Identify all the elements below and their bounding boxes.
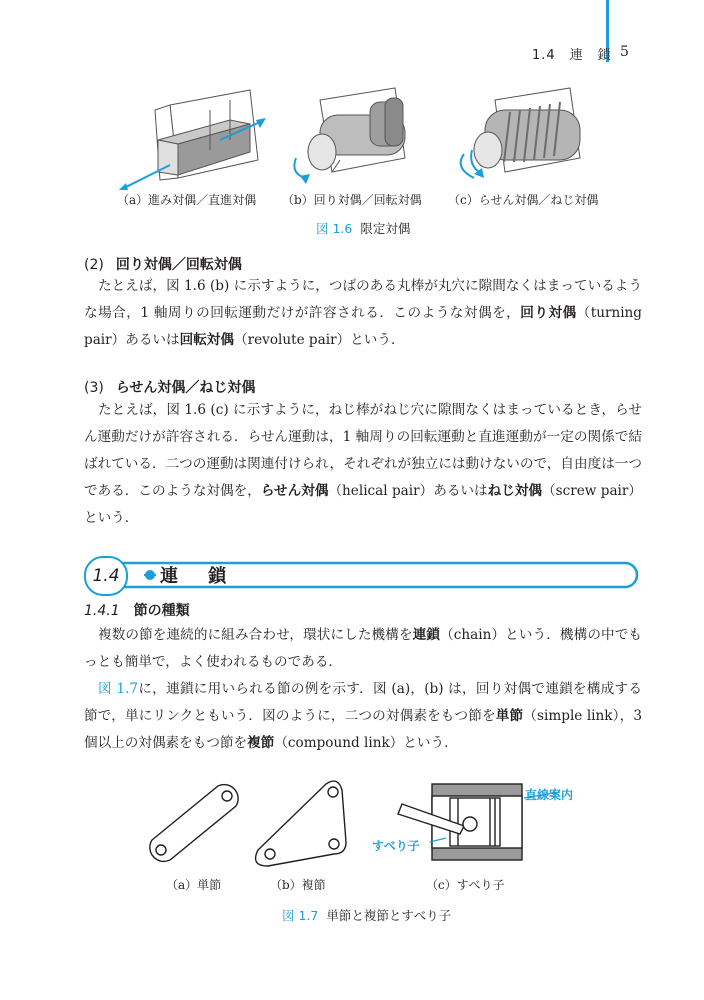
text: （simple link），3 個以上の対偶素をもつ節を [84,708,642,751]
heading-revolute-pair [84,254,242,274]
figure-title: 単節と複節とすべり子 [326,908,452,923]
text: （compound link）という． [274,735,458,751]
text: （revolute pair）という． [234,332,405,348]
paragraph-revolute-pair [84,273,642,354]
term-screw: ねじ対偶 [487,483,543,499]
text: 複数の節を連続的に組み合わせ，環状にした機構を [98,627,413,643]
fig16-sub-c: （c）らせん対偶／ねじ対偶 [448,193,599,207]
page-number: 5 [620,44,629,60]
figure-1-6-caption [316,219,410,237]
heading-text: 回り対偶／回転対偶 [115,257,242,273]
text: たとえば，図 1.6 (b) に示すように，つばのある丸棒が丸穴に隙間なくはまっているような場合，1 軸周りの回転運動だけが許容される．このような対偶を， [84,278,642,321]
figure-1-7-illustration [140,770,600,870]
paragraph-chain [84,622,642,757]
section-number: 1.4 [84,556,128,596]
figure-1-6-illustration [100,80,620,190]
paragraph-helical-pair [84,397,642,532]
term-simple-link: 単節 [495,708,524,724]
fig17-sub-b: （b）複節 [270,878,326,892]
term-helical: らせん対偶 [260,483,329,499]
label-linear-guide: 直線案内 [525,788,574,802]
text: に，連鎖に用いられる節の例を示す．図 (a)，(b) は，回り対偶で連鎖を構成する節で，単にリンクともいう．図のように，二つの対偶素をもつ節を [84,681,642,724]
rotation-arrow-icon [294,158,306,178]
figure-number: 図 1.7 [282,908,319,923]
text: （chain）という．機構の中でもっとも簡単で，よく使われるものである． [84,627,643,670]
fig16-sub-b: （b）回り対偶／回転対偶 [282,193,422,207]
subsection-title: 節の種類 [133,603,190,619]
fig17-sub-c: （c）すべり子 [426,878,505,892]
term-chain: 連鎖 [412,627,441,643]
fig16-sub-a: （a）進み対偶／直進対偶 [117,193,257,207]
compound-link-drawing [256,781,346,866]
term-revolute: 回り対偶 [520,305,577,321]
section-title: 連 鎖 [160,566,239,587]
heading-text: らせん対偶／ねじ対偶 [115,380,256,396]
heading-helical-pair [84,377,255,397]
running-header-section: 1.4 連 鎖 [532,48,612,63]
text: （helical pair）あるいは [328,483,488,499]
text: たとえば，図 1.6 (c) に示すように，ねじ棒がねじ穴に隙間なくはまっているとき，らせん運動だけが許容される．らせん運動は，1 軸周りの回転運動と直進運動が一定の関係で結ばれている．二つの運動は関連付けられ，それぞれが独立には動けないので，自由度は一つである．このような対偶を， [84,402,642,499]
helical-pair-drawing [474,88,580,172]
figure-title: 限定対偶 [360,221,411,236]
subsection-number: 1.4.1 [84,603,120,619]
label-slider: すべり子 [372,839,420,853]
subsection-heading [84,600,190,620]
heading-number: (2) [84,257,104,273]
prismatic-pair-drawing [155,90,258,180]
fig17-sub-a: （a）単節 [166,878,222,892]
revolute-pair-drawing [308,88,405,172]
figure-number: 図 1.6 [316,221,353,236]
text: （turning pair）あるいは [84,305,643,348]
term-compound-link: 複節 [247,735,275,751]
simple-link-drawing [150,785,238,862]
text: （screw pair）という． [84,483,643,526]
figure-reference: 図 1.7 [98,681,139,697]
term-revolute-alt: 回転対偶 [179,332,234,348]
figure-1-7-caption [282,906,451,924]
heading-number: (3) [84,380,104,396]
